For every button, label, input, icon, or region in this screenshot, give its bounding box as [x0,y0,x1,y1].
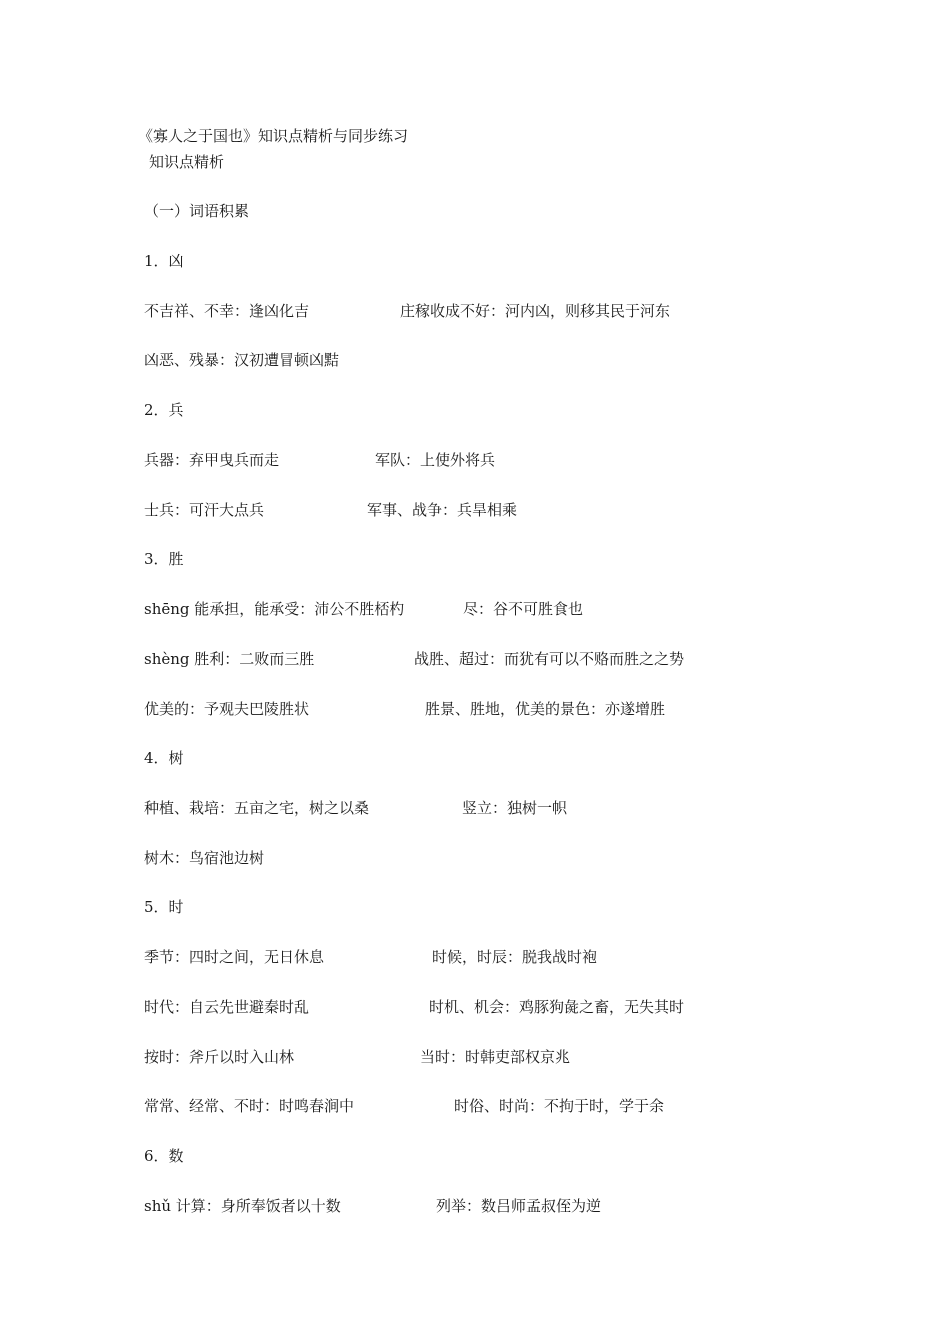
definition-right: 时候，时辰：脱我战时袍 [432,948,598,966]
definition-right: 竖立：独树一帜 [462,799,568,817]
definition-line [144,947,598,967]
entry-heading [144,1146,184,1166]
definition-right: 军队：上使外将兵 [375,451,496,469]
definition-left: 兵器：弃甲曳兵而走 [144,451,280,469]
entry-text: 5．时 [144,898,184,916]
definition-right: 庄稼收成不好：河内凶，则移其民于河东 [400,302,671,320]
definition-left: 种植、栽培：五亩之宅，树之以桑 [144,799,370,817]
definition-line [144,500,518,520]
definition-right: 战胜、超过：而犹有可以不赂而胜之之势 [414,650,685,668]
definition-left: 士兵：可汗大点兵 [144,501,265,519]
entry-text: 6．数 [144,1147,184,1165]
definition-line [144,1047,571,1067]
definition-left: 优美的：予观夫巴陵胜状 [144,700,310,718]
entry-heading [144,748,184,768]
definition-line [144,699,666,719]
definition-line [144,1096,665,1116]
entry-heading [144,897,184,917]
definition-right: 当时：时韩吏部权京兆 [420,1048,571,1066]
definition-right: 尽：谷不可胜食也 [463,600,584,618]
definition-left: 树木：鸟宿池边树 [144,849,265,867]
definition-line [144,301,671,321]
definition-line [144,1196,602,1216]
definition-right: 胜景、胜地，优美的景色：亦遂增胜 [425,700,666,718]
entry-text: 4．树 [144,749,184,767]
entry-text: 2．兵 [144,401,184,419]
definition-line [144,450,496,470]
document-title: 《寡人之于国也》知识点精析与同步练习 [138,127,409,145]
definition-right: 列举：数吕师孟叔侄为逆 [436,1197,602,1215]
definition-left: 按时：斧斤以时入山林 [144,1048,295,1066]
definition-right: 时机、机会：鸡豚狗彘之畜，无失其时 [429,998,685,1016]
document-subtitle: 知识点精析 [149,153,225,171]
definition-line [144,649,685,669]
definition-left: 常常、经常、不时：时鸣春涧中 [144,1097,355,1115]
definition-left: 季节：四时之间，无日休息 [144,948,325,966]
definition-left: shēng 能承担，能承受：沛公不胜桮杓 [144,600,405,618]
definition-left: 不吉祥、不幸：逢凶化吉 [144,302,310,320]
entry-heading [144,400,184,420]
definition-left: 凶恶、残暴：汉初遭冒顿凶黠 [144,351,340,369]
definition-line [144,848,264,868]
definition-left: 时代：自云先世避秦时乱 [144,998,310,1016]
entry-heading [144,251,184,271]
definition-left: shǔ 计算：身所奉饭者以十数 [144,1197,341,1215]
definition-line [144,798,568,818]
definition-right: 军事、战争：兵旱相乘 [367,501,518,519]
definition-right: 时俗、时尚：不拘于时，学于余 [454,1097,665,1115]
definition-line [144,350,339,370]
entry-text: 3．胜 [144,550,184,568]
definition-line [144,997,685,1017]
section-heading: （一）词语积累 [144,202,250,220]
entry-text: 1．凶 [144,252,184,270]
entry-heading [144,549,184,569]
definition-left: shèng 胜利：二败而三胜 [144,650,315,668]
definition-line [144,599,584,619]
